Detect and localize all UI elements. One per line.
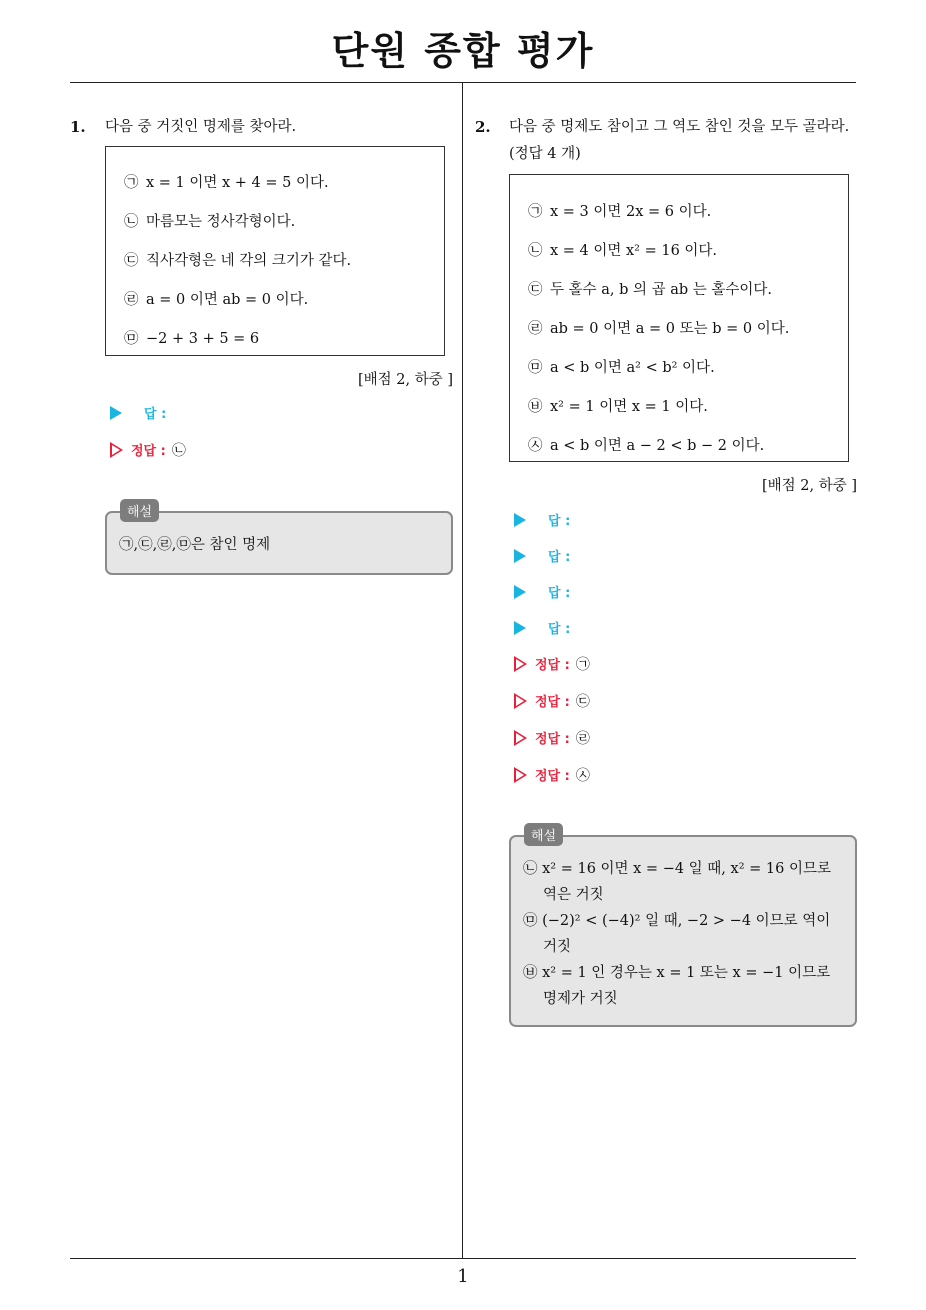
q1-answer-blank[interactable]: 답 : (110, 403, 166, 422)
q2-correct-answer: 정답 : ㉦ (514, 765, 590, 785)
q1-choice: ㉡ 마름모는 정사각형이다. (124, 214, 296, 230)
play-arrow-icon (514, 621, 526, 635)
outline-arrow-icon (110, 442, 123, 458)
q1-choice: ㉤ −2 + 3 + 5 = 6 (124, 331, 260, 347)
play-arrow-icon (514, 549, 526, 563)
footer-rule (70, 1258, 856, 1259)
q2-correct-answer: 정답 : ㉣ (514, 728, 590, 748)
q2-question: 다음 중 명제도 참이고 그 역도 참인 것을 모두 골라라. (509, 119, 850, 135)
q2-solution-text: ㉤ (−2)² < (−4)² 일 때, −2 > −4 이므로 역이 (523, 913, 831, 929)
q2-solution-text: ㉥ x² = 1 인 경우는 x = 1 또는 x = −1 이므로 (523, 965, 831, 981)
q2-correct-answer: 정답 : ㉢ (514, 691, 590, 711)
q2-choice: ㉦ a < b 이면 a − 2 < b − 2 이다. (528, 438, 765, 454)
play-arrow-icon (514, 585, 526, 599)
q2-answer-blank[interactable]: 답 : (514, 510, 570, 529)
play-arrow-icon (110, 406, 122, 420)
q2-choice: ㉠ x = 3 이면 2x = 6 이다. (528, 204, 712, 220)
q1-choice: ㉣ a = 0 이면 ab = 0 이다. (124, 292, 309, 308)
q2-solution-text: 거짓 (543, 939, 572, 955)
q2-solution-text: ㉡ x² = 16 이면 x = −4 일 때, x² = 16 이므로 (523, 861, 831, 877)
q2-solution-text: 명제가 거짓 (543, 991, 618, 1007)
page-number: 1 (457, 1266, 469, 1287)
outline-arrow-icon (514, 767, 527, 783)
q1-score: [배점 2, 하중 ] (357, 372, 453, 388)
q2-score: [배점 2, 하중 ] (761, 478, 857, 494)
header-rule (70, 82, 856, 83)
q2-choice: ㉢ 두 홀수 a, b 의 곱 ab 는 홀수이다. (528, 282, 773, 298)
q2-number: 2. (475, 118, 491, 136)
q1-solution-text: ㉠,㉢,㉣,㉤은 참인 명제 (119, 537, 271, 553)
q2-answer-blank[interactable]: 답 : (514, 546, 570, 565)
q2-question-note: (정답 4 개) (509, 146, 581, 162)
q2-choice: ㉣ ab = 0 이면 a = 0 또는 b = 0 이다. (528, 321, 790, 337)
q2-choices-box (509, 174, 849, 462)
q1-choices-box (105, 146, 445, 356)
q2-choice: ㉤ a < b 이면 a² < b² 이다. (528, 360, 715, 376)
q2-choice: ㉡ x = 4 이면 x² = 16 이다. (528, 243, 718, 259)
q2-choice: ㉥ x² = 1 이면 x = 1 이다. (528, 399, 708, 415)
q2-solution-tag: 해설 (524, 823, 563, 846)
page-title: 단원 종합 평가 (331, 29, 595, 73)
q1-correct-answer: 정답 : ㉡ (110, 440, 186, 460)
q2-solution-box (509, 835, 857, 1027)
column-divider (462, 83, 463, 1258)
q2-answer-blank[interactable]: 답 : (514, 582, 570, 601)
outline-arrow-icon (514, 730, 527, 746)
play-arrow-icon (514, 513, 526, 527)
outline-arrow-icon (514, 656, 527, 672)
q1-choice: ㉢ 직사각형은 네 각의 크기가 같다. (124, 253, 352, 269)
q2-solution-text: 역은 거짓 (543, 887, 604, 903)
q2-answer-blank[interactable]: 답 : (514, 618, 570, 637)
outline-arrow-icon (514, 693, 527, 709)
q1-number: 1. (70, 118, 86, 136)
q1-solution-tag: 해설 (120, 499, 159, 522)
q1-choice: ㉠ x = 1 이면 x + 4 = 5 이다. (124, 175, 329, 191)
q1-question: 다음 중 거짓인 명제를 찾아라. (105, 119, 297, 135)
q2-correct-answer: 정답 : ㉠ (514, 654, 590, 674)
